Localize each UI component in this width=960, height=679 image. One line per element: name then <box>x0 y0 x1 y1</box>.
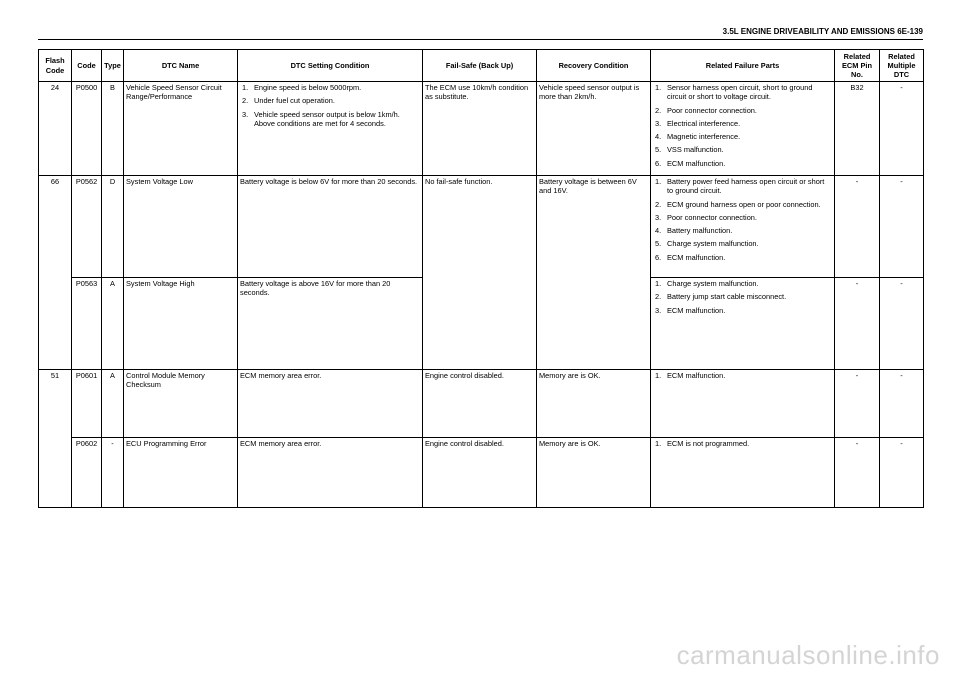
list-item: 5. VSS malfunction. <box>655 145 724 155</box>
type-cell: A <box>102 370 124 438</box>
list-item: 3. ECM malfunction. <box>655 305 726 315</box>
col-header-type: Type <box>102 50 124 82</box>
ecm-pin-cell: B32 <box>835 82 880 176</box>
code-cell: P0562 <box>72 176 102 278</box>
flash-code-cell: 66 <box>39 176 72 370</box>
list-item: 2. Battery jump start cable misconnect. <box>655 292 787 302</box>
multi-dtc-cell: - <box>880 278 924 370</box>
list-item: 1. Battery power feed harness open circuit or short to ground circuit. <box>655 177 825 196</box>
code-cell: P0602 <box>72 438 102 508</box>
multi-dtc-cell: - <box>880 176 924 278</box>
type-cell: B <box>102 82 124 176</box>
ecm-pin-cell: - <box>835 370 880 438</box>
col-header-recovery: Recovery Condition <box>537 50 651 82</box>
failure-parts-list <box>653 83 832 168</box>
list-item: 6. ECM malfunction. <box>655 252 726 262</box>
multi-dtc-cell: - <box>880 370 924 438</box>
setting-cell: Battery voltage is above 16V for more than 20 seconds. <box>238 278 423 370</box>
dtc-table <box>38 49 924 508</box>
dtc-name-cell: Vehicle Speed Sensor Circuit Range/Performance <box>124 82 238 176</box>
failure-parts-cell <box>651 176 835 278</box>
col-header-dtc-name: DTC Name <box>124 50 238 82</box>
failure-parts-list <box>653 439 832 448</box>
col-header-ecm-pin: Related ECM Pin No. <box>835 50 880 82</box>
list-item: 2. Poor connector connection. <box>655 105 757 115</box>
failure-parts-cell <box>651 370 835 438</box>
code-cell: P0601 <box>72 370 102 438</box>
list-item: 1. Charge system malfunction. <box>655 279 759 288</box>
dtc-name-cell: System Voltage High <box>124 278 238 370</box>
list-item: 4. Battery malfunction. <box>655 226 733 235</box>
list-item: 4. Magnetic interference. <box>655 132 741 141</box>
recovery-cell: Vehicle speed sensor output is more than 2km/h. <box>537 82 651 176</box>
failure-parts-list <box>653 371 832 380</box>
recovery-cell: Battery voltage is between 6V and 16V. <box>537 176 651 370</box>
setting-cell: ECM memory area error. <box>238 370 423 438</box>
table-row <box>39 438 924 508</box>
list-item: 2. ECM ground harness open or poor connection. <box>655 199 821 209</box>
multi-dtc-cell: - <box>880 438 924 508</box>
setting-cell: ECM memory area error. <box>238 438 423 508</box>
list-item: 1. Sensor harness open circuit, short to ground circuit or short to voltage circuit. <box>655 83 813 102</box>
list-item: 6. ECM malfunction. <box>655 158 726 168</box>
table-row <box>39 370 924 438</box>
code-cell: P0500 <box>72 82 102 176</box>
code-cell: P0563 <box>72 278 102 370</box>
failsafe-cell: Engine control disabled. <box>423 438 537 508</box>
failsafe-cell: Engine control disabled. <box>423 370 537 438</box>
list-item: 3. Electrical interference. <box>655 118 741 128</box>
dtc-name-cell: ECU Programming Error <box>124 438 238 508</box>
ecm-pin-cell: - <box>835 176 880 278</box>
ecm-pin-cell: - <box>835 278 880 370</box>
col-header-setting: DTC Setting Condition <box>238 50 423 82</box>
failure-parts-cell <box>651 278 835 370</box>
table-row <box>39 176 924 278</box>
multi-dtc-cell: - <box>880 82 924 176</box>
failure-parts-cell <box>651 438 835 508</box>
recovery-cell: Memory are is OK. <box>537 438 651 508</box>
col-header-failure-parts: Related Failure Parts <box>651 50 835 82</box>
recovery-cell: Memory are is OK. <box>537 370 651 438</box>
failure-parts-list <box>653 177 832 262</box>
list-item: 1. ECM is not programmed. <box>655 439 750 448</box>
header-rule <box>38 39 923 40</box>
table-row <box>39 82 924 176</box>
list-item: 3. Poor connector connection. <box>655 212 757 222</box>
list-item: 1. ECM malfunction. <box>655 371 726 380</box>
list-item: 1. Engine speed is below 5000rpm. <box>242 83 362 92</box>
flash-code-cell: 24 <box>39 82 72 176</box>
failsafe-cell: The ECM use 10km/h condition as substitute. <box>423 82 537 176</box>
page-header: 3.5L ENGINE DRIVEABILITY AND EMISSIONS 6E-139 <box>722 27 923 36</box>
type-cell: D <box>102 176 124 278</box>
setting-cell: Battery voltage is below 6V for more than 20 seconds. <box>238 176 423 278</box>
dtc-name-cell: System Voltage Low <box>124 176 238 278</box>
failsafe-cell: No fail-safe function. <box>423 176 537 370</box>
flash-code-cell: 51 <box>39 370 72 508</box>
dtc-name-cell: Control Module Memory Checksum <box>124 370 238 438</box>
table-header-row <box>39 50 924 82</box>
list-item: 3. Vehicle speed sensor output is below 1km/h. Above conditions are met for 4 seconds. <box>242 109 400 128</box>
col-header-flash-code: Flash Code <box>39 50 72 82</box>
col-header-multi-dtc: Related Multiple DTC <box>880 50 924 82</box>
col-header-code: Code <box>72 50 102 82</box>
setting-cell <box>238 82 423 176</box>
type-cell: - <box>102 438 124 508</box>
ecm-pin-cell: - <box>835 438 880 508</box>
setting-list <box>240 83 420 128</box>
col-header-failsafe: Fail-Safe (Back Up) <box>423 50 537 82</box>
watermark: carmanualsonline.info <box>676 640 940 670</box>
type-cell: A <box>102 278 124 370</box>
failure-parts-cell <box>651 82 835 176</box>
list-item: 5. Charge system malfunction. <box>655 239 759 249</box>
list-item: 2. Under fuel cut operation. <box>242 96 335 106</box>
failure-parts-list <box>653 279 832 315</box>
